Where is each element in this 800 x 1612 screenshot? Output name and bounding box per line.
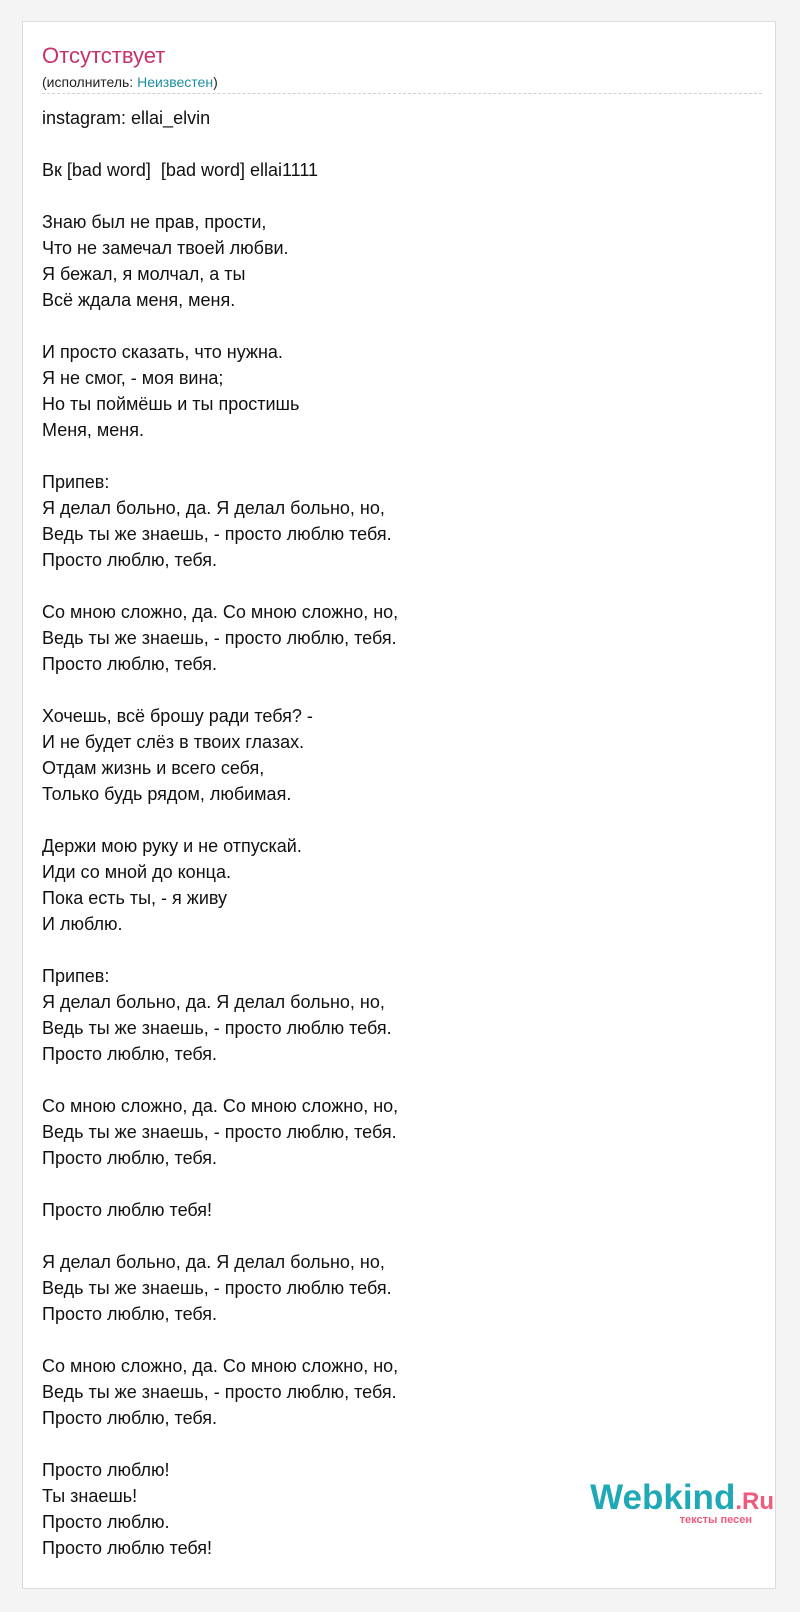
song-title: Отсутствует xyxy=(42,43,166,68)
lyrics-text xyxy=(42,105,752,1561)
logo-suffix-text: .Ru xyxy=(735,1488,774,1515)
lyrics-card xyxy=(22,21,776,1589)
lyrics-line: Просто люблю, тебя. xyxy=(42,1044,218,1064)
lyrics-line: Припев: xyxy=(42,966,110,986)
lyrics-line: И просто сказать, что нужна. xyxy=(42,342,283,362)
site-logo[interactable] xyxy=(584,1478,774,1538)
lyrics-blank-line xyxy=(42,1327,752,1353)
lyrics-line: Со мною сложно, да. Со мною сложно, но, xyxy=(42,1356,399,1376)
logo-main-text: Webkind xyxy=(590,1478,736,1517)
artist-line xyxy=(42,73,218,91)
lyrics-line: Просто люблю тебя! xyxy=(42,1538,213,1558)
lyrics-line: Я делал больно, да. Я делал больно, но, xyxy=(42,992,385,1012)
lyrics-line: Ведь ты же знаешь, - просто люблю, тебя. xyxy=(42,628,397,648)
lyrics-line: Просто люблю, тебя. xyxy=(42,654,218,674)
lyrics-line: Я бежал, я молчал, а ты xyxy=(42,264,246,284)
lyrics-line: Просто люблю, тебя. xyxy=(42,1304,218,1324)
lyrics-line: Просто люблю! xyxy=(42,1460,170,1480)
lyrics-blank-line xyxy=(42,937,752,963)
lyrics-line: Ведь ты же знаешь, - просто люблю тебя. xyxy=(42,1278,392,1298)
lyrics-line: Вк [bad word] [bad word] ellai1111 xyxy=(42,160,319,180)
lyrics-line: Знаю был не прав, прости, xyxy=(42,212,267,232)
lyrics-blank-line xyxy=(42,183,752,209)
lyrics-line: Что не замечал твоей любви. xyxy=(42,238,289,258)
lyrics-line: Ведь ты же знаешь, - просто люблю, тебя. xyxy=(42,1122,397,1142)
lyrics-line: Держи мою руку и не отпускай. xyxy=(42,836,302,856)
lyrics-line: Просто люблю тебя! xyxy=(42,1200,213,1220)
lyrics-line: Я делал больно, да. Я делал больно, но, xyxy=(42,1252,385,1272)
lyrics-blank-line xyxy=(42,1223,752,1249)
lyrics-line: Отдам жизнь и всего себя, xyxy=(42,758,265,778)
lyrics-line: Всё ждала меня, меня. xyxy=(42,290,236,310)
lyrics-line: И люблю. xyxy=(42,914,123,934)
artist-suffix: ) xyxy=(213,74,218,90)
lyrics-line: Ведь ты же знаешь, - просто люблю тебя. xyxy=(42,1018,392,1038)
lyrics-line: Пока есть ты, - я живу xyxy=(42,888,228,908)
lyrics-line: Просто люблю, тебя. xyxy=(42,1408,218,1428)
lyrics-line: Меня, меня. xyxy=(42,420,144,440)
lyrics-line: Ведь ты же знаешь, - просто люблю тебя. xyxy=(42,524,392,544)
lyrics-blank-line xyxy=(42,443,752,469)
lyrics-line: Со мною сложно, да. Со мною сложно, но, xyxy=(42,1096,399,1116)
lyrics-line: И не будет слёз в твоих глазах. xyxy=(42,732,305,752)
lyrics-line: Просто люблю, тебя. xyxy=(42,550,218,570)
lyrics-line: Со мною сложно, да. Со мною сложно, но, xyxy=(42,602,399,622)
logo-tagline: тексты песен xyxy=(679,1514,752,1526)
artist-link[interactable]: Неизвестен xyxy=(137,74,214,90)
lyrics-line: Хочешь, всё брошу ради тебя? - xyxy=(42,706,313,726)
lyrics-line: Ведь ты же знаешь, - просто люблю, тебя. xyxy=(42,1382,397,1402)
lyrics-line: Я делал больно, да. Я делал больно, но, xyxy=(42,498,385,518)
lyrics-line: Иди со мной до конца. xyxy=(42,862,231,882)
title-divider xyxy=(42,93,762,94)
lyrics-blank-line xyxy=(42,677,752,703)
lyrics-line: Просто люблю. xyxy=(42,1512,170,1532)
artist-prefix: (исполнитель: xyxy=(42,74,138,90)
lyrics-line: Припев: xyxy=(42,472,110,492)
lyrics-blank-line xyxy=(42,313,752,339)
lyrics-line: instagram: ellai_elvin xyxy=(42,108,211,128)
lyrics-blank-line xyxy=(42,1171,752,1197)
lyrics-line: Только будь рядом, любимая. xyxy=(42,784,292,804)
lyrics-line: Я не смог, - моя вина; xyxy=(42,368,224,388)
lyrics-line: Просто люблю, тебя. xyxy=(42,1148,218,1168)
lyrics-blank-line xyxy=(42,807,752,833)
lyrics-line: Но ты поймёшь и ты простишь xyxy=(42,394,300,414)
lyrics-blank-line xyxy=(42,1067,752,1093)
lyrics-blank-line xyxy=(42,573,752,599)
lyrics-blank-line xyxy=(42,1431,752,1457)
lyrics-line: Ты знаешь! xyxy=(42,1486,138,1506)
lyrics-blank-line xyxy=(42,131,752,157)
